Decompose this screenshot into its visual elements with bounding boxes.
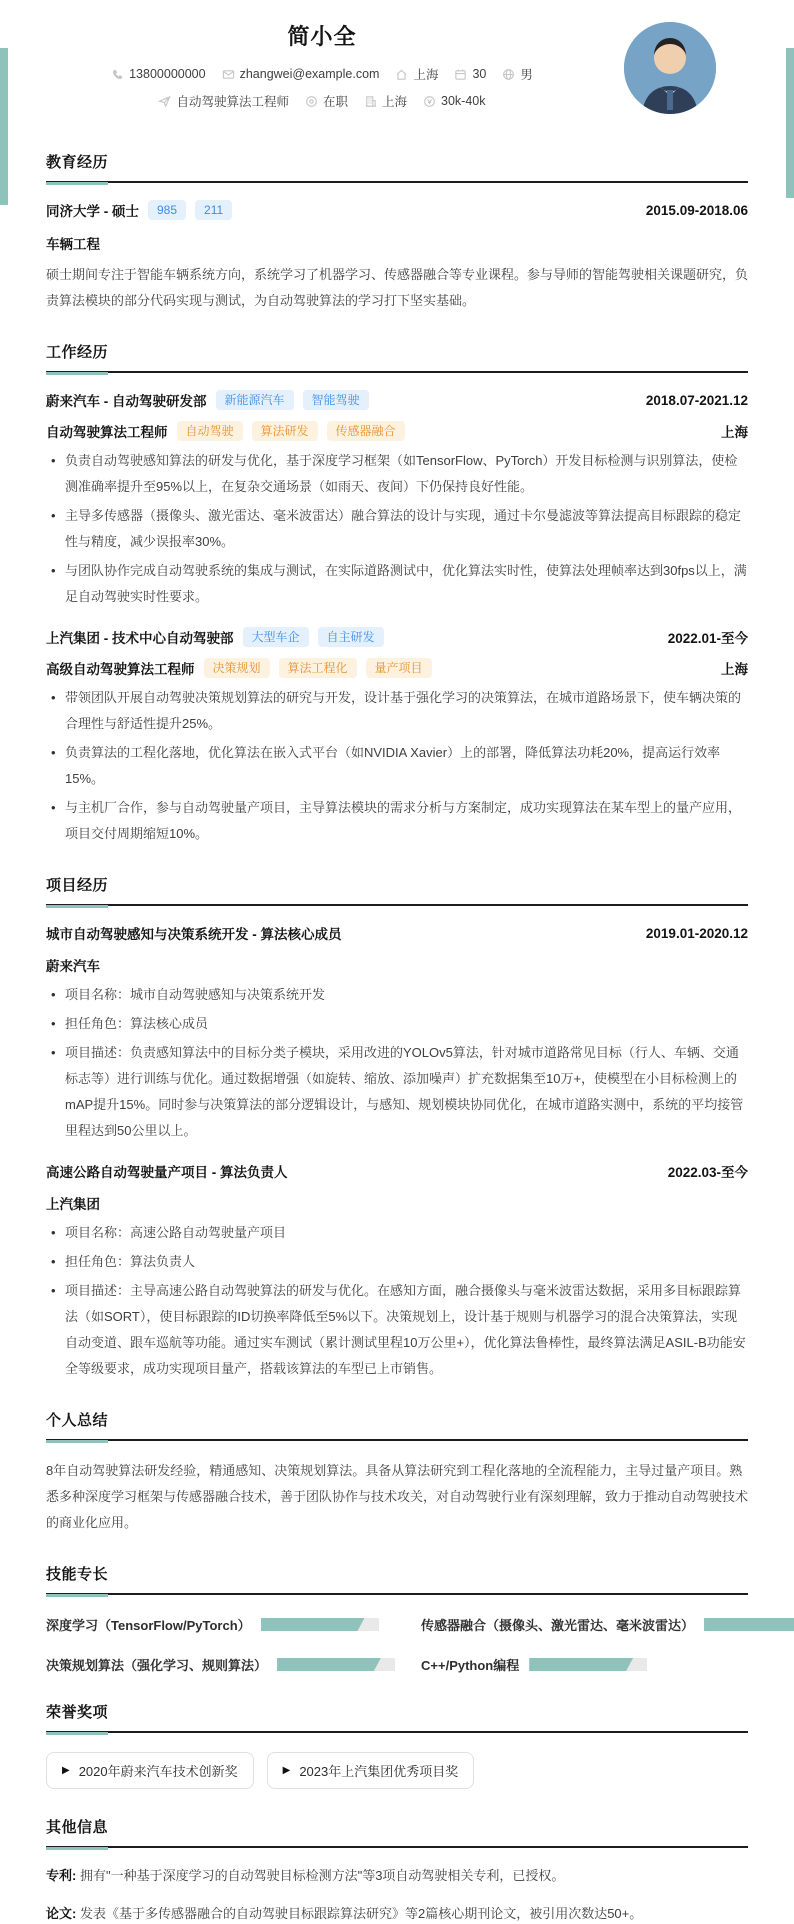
- project-entry-1: [46, 923, 748, 1144]
- job1-date: 2018.07-2021.12: [645, 392, 748, 408]
- contact-status-text: 在职: [323, 95, 349, 109]
- project2-bullets: [46, 1220, 748, 1382]
- status-icon: [305, 95, 318, 108]
- job1-company: 蔚来汽车 - 自动驾驶研发部: [46, 394, 207, 409]
- job2-company-tag: 自主研发: [318, 627, 384, 647]
- section-projects: [46, 874, 748, 1382]
- contact-job-title-text: 自动驾驶算法工程师: [176, 95, 289, 109]
- project2-bullet: • 担任角色：算法负责人: [46, 1249, 748, 1275]
- job1-role-row: [46, 421, 748, 441]
- job2-company-tag: 大型车企: [243, 627, 309, 647]
- job1-company-tag: 智能驾驶: [303, 390, 369, 410]
- job-entry-1: [46, 390, 748, 610]
- contact-phone: [111, 67, 205, 81]
- contact-age-text: 30: [472, 67, 487, 81]
- job2-location: 上海: [721, 662, 748, 677]
- section-honors: [46, 1701, 748, 1789]
- candidate-name: 简小全: [287, 24, 357, 49]
- honor-chip-label: 2023年上汽集团优秀项目奖: [299, 1764, 459, 1779]
- gender-icon: [502, 68, 515, 81]
- job1-company-left: [46, 390, 369, 410]
- project2-name: 高速公路自动驾驶量产项目 - 算法负责人: [46, 1165, 288, 1180]
- honor-chips: [46, 1752, 748, 1789]
- section-education: [46, 151, 748, 314]
- project2-date: 2022.03-至今: [667, 1165, 748, 1180]
- project2-company: 上汽集团: [46, 1197, 100, 1212]
- left-accent-bar: [0, 48, 8, 205]
- education-date: 2015.09-2018.06: [645, 202, 748, 218]
- project1-bullet: • 项目描述：负责感知算法中的目标分类子模块，采用改进的YOLOv5算法，针对城市道路常见目标（行人、车辆、交通标志等）进行训练与优化。通过数据增强（如旋转、缩放、添加噪声）扩充数据集至10万+，使模型在小目标检测上的mAP提升15%。同时参与决策算法的部分逻辑设计，与感知、规划模块协同优化，在城市道路实测中，系统的平均接管里程达到50公里以上。: [46, 1040, 748, 1144]
- home-icon: [395, 68, 408, 81]
- calendar-icon: [454, 68, 467, 81]
- skill-bar: [529, 1658, 647, 1671]
- job2-role-left: [46, 658, 432, 678]
- project1-bullet: • 项目名称：城市自动驾驶感知与决策系统开发: [46, 982, 748, 1008]
- skill-bar-fill: [277, 1658, 381, 1671]
- mail-icon: [222, 68, 235, 81]
- job1-bullet: • 负责自动驾驶感知算法的研发与优化，基于深度学习框架（如TensorFlow、PyTorch）开发目标检测与识别算法，使检测准确率提升至95%以上，在复杂交通场景（如雨天、夜间）下仍保持良好性能。: [46, 448, 748, 500]
- section-title-work: 工作经历: [46, 341, 748, 373]
- job1-role-left: [46, 421, 405, 441]
- contact-salary-text: 30k-40k: [441, 94, 486, 108]
- education-major: 车辆工程: [46, 237, 100, 252]
- skill-bar: [277, 1658, 395, 1671]
- section-summary: [46, 1409, 748, 1536]
- job2-bullet: • 与主机厂合作，参与自动驾驶量产项目，主导算法模块的需求分析与方案制定，成功实现算法在某车型上的量产应用，项目交付周期缩短10%。: [46, 795, 748, 847]
- skill-bar-fill: [704, 1618, 794, 1631]
- job1-role: 自动驾驶算法工程师: [46, 425, 168, 440]
- summary-text: 8年自动驾驶算法研发经验，精通感知、决策规划算法。具备从算法研究到工程化落地的全流程能力，主导过量产项目。熟悉多种深度学习框架与传感器融合技术，善于团队协作与技术攻关，对自动驾驶行业有深刻理解，致力于推动自动驾驶技术的商业化应用。: [46, 1463, 749, 1530]
- skill-item: [421, 1615, 794, 1634]
- project1-company: 蔚来汽车: [46, 959, 100, 974]
- project2-head: [46, 1161, 748, 1181]
- building-icon: [364, 95, 377, 108]
- contact-row-2: [46, 92, 598, 110]
- honor-chip-label: 2020年蔚来汽车技术创新奖: [78, 1764, 238, 1779]
- contact-row-1: [46, 65, 598, 83]
- project1-date: 2019.01-2020.12: [645, 925, 748, 941]
- contact-phone-text: 13800000000: [129, 67, 206, 81]
- skill-label: 决策规划算法（强化学习、规则算法）: [46, 1658, 268, 1673]
- other-row-label: 论文:: [46, 1906, 77, 1921]
- resume-header: [46, 20, 748, 124]
- job1-location: 上海: [721, 425, 748, 440]
- job1-bullets: [46, 448, 748, 610]
- job1-company-tag: 新能源汽车: [216, 390, 294, 410]
- school-badge-985: 985: [148, 200, 186, 220]
- other-row-text: 拥有"一种基于深度学习的自动驾驶目标检测方法"等3项自动驾驶相关专利，已授权。: [79, 1868, 565, 1883]
- job1-role-tag: 算法研发: [252, 421, 318, 441]
- project2-bullet: • 项目描述：主导高速公路自动驾驶算法的研发与优化。在感知方面，融合摄像头与毫米波雷达数据，采用多目标跟踪算法（如SORT），使目标跟踪的ID切换率降低至5%以下。决策规划上，设计基于规则与机器学习的混合决策算法，实现自动变道、跟车巡航等功能。通过实车测试（累计测试里程10万公里+），优化算法鲁棒性，最终算法满足ASIL-B功能安全等级要求，成功实现项目量产，搭载该算法的车型已上市销售。: [46, 1278, 748, 1382]
- project1-bullets: [46, 982, 748, 1144]
- school-badge-211: 211: [195, 200, 232, 220]
- job-entry-2: [46, 627, 748, 847]
- other-row-label: 专利:: [46, 1868, 77, 1883]
- job2-role: 高级自动驾驶算法工程师: [46, 662, 195, 677]
- skill-bar-fill: [261, 1618, 365, 1631]
- project-entry-2: [46, 1161, 748, 1382]
- skill-label: 深度学习（TensorFlow/PyTorch）: [46, 1618, 251, 1633]
- job1-role-tag: 自动驾驶: [177, 421, 243, 441]
- job1-role-tag: 传感器融合: [327, 421, 405, 441]
- job2-bullet: • 负责算法的工程化落地，优化算法在嵌入式平台（如NVIDIA Xavier）上的部署，降低算法功耗20%，提高运行效率15%。: [46, 740, 748, 792]
- contact-work-city: [364, 92, 407, 110]
- section-other: [46, 1816, 748, 1924]
- job2-role-tag: 量产项目: [366, 658, 432, 678]
- education-entry-head: [46, 200, 748, 220]
- job2-role-row: [46, 658, 748, 678]
- section-title-summary: 个人总结: [46, 1409, 748, 1441]
- job1-bullet: • 主导多传感器（摄像头、激光雷达、毫米波雷达）融合算法的设计与实现，通过卡尔曼滤波等算法提高目标跟踪的稳定性与精度，减少误报率30%。: [46, 503, 748, 555]
- skill-bar: [704, 1618, 794, 1631]
- contact-status: [305, 92, 348, 110]
- phone-icon: [111, 68, 124, 81]
- job2-bullet: • 带领团队开展自动驾驶决策规划算法的研究与开发，设计基于强化学习的决策算法，在城市道路场景下，使车辆决策的合理性与舒适性提升25%。: [46, 685, 748, 737]
- play-icon: ▶: [282, 1764, 291, 1776]
- other-row-patent: [46, 1865, 748, 1886]
- project1-name: 城市自动驾驶感知与决策系统开发 - 算法核心成员: [46, 927, 342, 942]
- contact-city-text: 上海: [413, 68, 439, 82]
- skill-bar: [261, 1618, 379, 1631]
- skill-item: [421, 1655, 794, 1674]
- other-row-text: 发表《基于多传感器融合的自动驾驶目标跟踪算法研究》等2篇核心期刊论文，被引用次数达50+。: [79, 1906, 643, 1921]
- honor-chip: [267, 1752, 475, 1789]
- job2-company: 上汽集团 - 技术中心自动驾驶部: [46, 631, 234, 646]
- section-title-education: 教育经历: [46, 151, 748, 183]
- honor-chip: [46, 1752, 254, 1789]
- project2-bullet: • 项目名称：高速公路自动驾驶量产项目: [46, 1220, 748, 1246]
- avatar: [624, 22, 716, 114]
- skill-item: [46, 1655, 395, 1674]
- contact-work-city-text: 上海: [382, 95, 408, 109]
- section-skills: [46, 1563, 748, 1674]
- contact-city: [395, 65, 438, 83]
- header-main: [46, 20, 598, 110]
- job2-company-left: [46, 627, 384, 647]
- education-desc: 硕士期间专注于智能车辆系统方向，系统学习了机器学习、传感器融合等专业课程。参与导师的智能驾驶相关课题研究，负责算法模块的部分代码实现与测试，为自动驾驶算法的学习打下坚实基础。: [46, 267, 749, 308]
- education-entry-left: [46, 200, 232, 220]
- contact-salary: [423, 94, 485, 108]
- job2-bullets: [46, 685, 748, 847]
- section-title-other: 其他信息: [46, 1816, 748, 1848]
- section-work: [46, 341, 748, 847]
- job1-bullet: • 与团队协作完成自动驾驶系统的集成与测试，在实际道路测试中，优化算法实时性，使算法处理帧率达到30fps以上，满足自动驾驶实时性要求。: [46, 558, 748, 610]
- right-accent-bar: [786, 48, 794, 198]
- job2-role-tag: 算法工程化: [279, 658, 357, 678]
- section-title-skills: 技能专长: [46, 1563, 748, 1595]
- section-title-projects: 项目经历: [46, 874, 748, 906]
- paper-plane-icon: [158, 95, 171, 108]
- contact-job-title: [158, 92, 289, 110]
- job2-company-row: [46, 627, 748, 647]
- section-title-honors: 荣誉奖项: [46, 1701, 748, 1733]
- skill-label: 传感器融合（摄像头、激光雷达、毫米波雷达）: [421, 1618, 695, 1633]
- project1-head: [46, 923, 748, 943]
- job2-role-tag: 决策规划: [204, 658, 270, 678]
- contact-age: [454, 67, 486, 81]
- job2-date: 2022.01-至今: [667, 631, 748, 646]
- skill-bar-fill: [529, 1658, 633, 1671]
- contact-email: [222, 67, 380, 81]
- skills-grid: [46, 1615, 748, 1674]
- project1-bullet: • 担任角色：算法核心成员: [46, 1011, 748, 1037]
- skill-label: C++/Python编程: [421, 1658, 520, 1673]
- salary-icon: [423, 95, 436, 108]
- contact-gender: [502, 65, 533, 83]
- skill-item: [46, 1615, 395, 1634]
- school-name: 同济大学 - 硕士: [46, 204, 139, 219]
- contact-email-text: zhangwei@example.com: [239, 67, 380, 81]
- play-icon: ▶: [62, 1764, 70, 1776]
- contact-gender-text: 男: [520, 68, 533, 82]
- other-row-paper: [46, 1903, 748, 1924]
- job1-company-row: [46, 390, 748, 410]
